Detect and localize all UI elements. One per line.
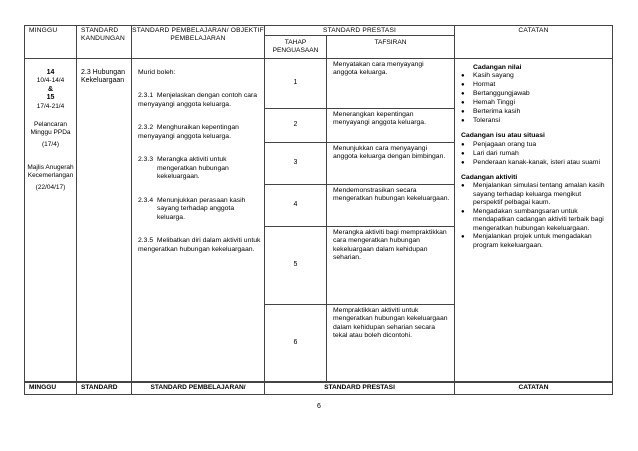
nilai-list [461,72,608,126]
sp-item [138,124,261,141]
isu-list [461,141,608,168]
tahap-cell: 6 [265,304,327,382]
award-date: (22/04/17) [35,183,66,191]
sp-item [138,92,261,109]
footer-header-minggu: MINGGU [25,382,77,395]
tafsiran-cell: Mempraktikkan aktiviti untuk mengeratkan hubungan kekeluargaan dalam kehidupan seharian secara tekal atau boleh dicontohi. [327,304,455,382]
bullet-icon: ● [461,234,465,241]
sp-item-num: 2.3.5 [138,237,154,245]
sp-intro: Murid boleh: [138,68,176,76]
sp-item-num: 2.3.1 [138,92,154,100]
list-item: ● Lari dari rumah [461,149,519,157]
footer-header-standard-prestasi: STANDARD PRESTASI [265,382,455,395]
week-number: 14 [46,68,55,76]
list-item: ● Mengadakan sumbangsaran untuk mendapatkan cadangan aktiviti terbaik bagi mengeratkan hubungan kekeluargaan. [461,207,604,232]
bullet-icon: ● [461,183,465,190]
ampersand: & [47,85,54,93]
tafsiran-cell: Mendemonstrasikan secara mengeratkan hubungan kekeluargaan. [327,184,455,226]
tafsiran-cell: Menerangkan kepentingan menyayangi anggota keluarga. [327,108,455,142]
week-date: 17/4-21/4 [36,103,65,111]
aktiviti-title: Cadangan aktiviti [461,173,518,181]
header-catatan: CATATAN [455,26,613,59]
bullet-icon: ● [461,100,465,107]
page-number: 6 [317,403,321,410]
sp-item-text: Merangka aktiviti untuk mengeratkan hubungan kekeluargaan. [157,156,229,181]
table-header-row [25,382,613,395]
launch-date: (17/4) [42,141,59,149]
tafsiran-cell: Menunjukkan cara menyayangi anggota keluarga dengan bimbingan. [327,142,455,184]
sp-item-num: 2.3.3 [138,156,154,164]
tafsiran-cell: Merangka aktiviti bagi mempraktikkan cara mengeratkan hubungan kekeluargaan dalam kehidupan seharian. [327,226,455,304]
sp-item-num: 2.3.2 [138,124,154,132]
standard-kandungan-cell: 2.3 Hubungan Kekeluargaan [77,58,132,382]
sp-item [138,197,261,222]
isu-title: Cadangan isu atau situasi [461,132,545,140]
list-item: ● Penjagaan orang tua [461,140,537,148]
sp-item [138,156,261,181]
week-date: 10/4-14/4 [36,77,65,85]
week-number: 15 [46,94,55,102]
bullet-icon: ● [461,208,465,215]
list-item: ● Hemah Tinggi [461,99,515,107]
bullet-icon: ● [461,73,465,80]
list-item: ● Toleransi [461,117,501,125]
tafsiran-cell: Menyatakan cara menyayangi anggota keluarga. [327,58,455,108]
table-row [25,58,613,108]
bullet-icon: ● [461,91,465,98]
bullet-icon: ● [461,150,465,157]
list-item: ● Berterima kasih [461,108,521,116]
list-item: ● Menjalankan projek untuk mengadakan program kekeluargaan. [461,233,592,249]
bullet-icon: ● [461,118,465,125]
sp-item-text: Menghuraikan kepentingan menyayangi anggota keluarga. [138,124,239,140]
launch-event: Pelancaran Minggu PPDa [30,121,71,137]
tahap-cell: 3 [265,142,327,184]
header-standard-kandungan: STANDARD KANDUNGAN [77,26,132,59]
header-tahap: TAHAP PENGUASAAN [265,36,327,58]
sp-item [138,237,261,254]
aktiviti-list [461,182,608,250]
sp-item-text: Melibatkan diri dalam aktiviti untuk mengeratkan hubungan kekeluargaan. [138,237,261,253]
sp-item-text: Menunjukkan perasaan kasih sayang terhadap anggota keluarga. [157,196,246,221]
header-tafsiran: TAFSIRAN [327,36,455,58]
minggu-cell [25,58,77,382]
list-item: ● Kasih sayang [461,72,514,80]
next-page-header-table [24,381,613,395]
tahap-cell: 1 [265,58,327,108]
footer-header-standard: STANDARD [77,382,132,395]
tahap-cell: 4 [265,184,327,226]
list-item: ● Penderaan kanak-kanak, isteri atau suami [461,158,600,166]
nilai-title: Cadangan nilai [473,63,522,71]
bullet-icon: ● [461,82,465,89]
bullet-icon: ● [461,141,465,148]
sp-item-num: 2.3.4 [138,196,154,204]
footer-header-standard-pembelajaran: STANDARD PEMBELAJARAN/ [132,382,265,395]
standard-pembelajaran-cell [132,58,265,382]
table-header-row [25,26,613,36]
catatan-cell [455,58,613,382]
header-standard-prestasi: STANDARD PRESTASI [265,26,455,36]
list-item: ● Bertanggungjawab [461,90,530,98]
tahap-cell: 2 [265,108,327,142]
footer-header-catatan: CATATAN [455,382,613,395]
sp-item-text: Menjelaskan dengan contoh cara menyayangi anggota keluarga. [138,92,258,108]
bullet-icon: ● [461,109,465,116]
header-standard-pembelajaran: STANDARD PEMBELAJARAN/ OBJEKTIF PEMBELAJARAN [132,26,265,59]
list-item: ● Menjalankan simulasi tentang amalan kasih sayang terhadap keluarga mengikut perspektif pelbagai kaum. [461,182,605,207]
list-item: ● Hormat [461,81,496,89]
tahap-cell: 5 [265,226,327,304]
award-event: Majlis Anugerah Kecemerlangan [27,163,74,179]
header-minggu: MINGGU [25,26,77,59]
rpt-table [24,25,613,383]
bullet-icon: ● [461,159,465,166]
